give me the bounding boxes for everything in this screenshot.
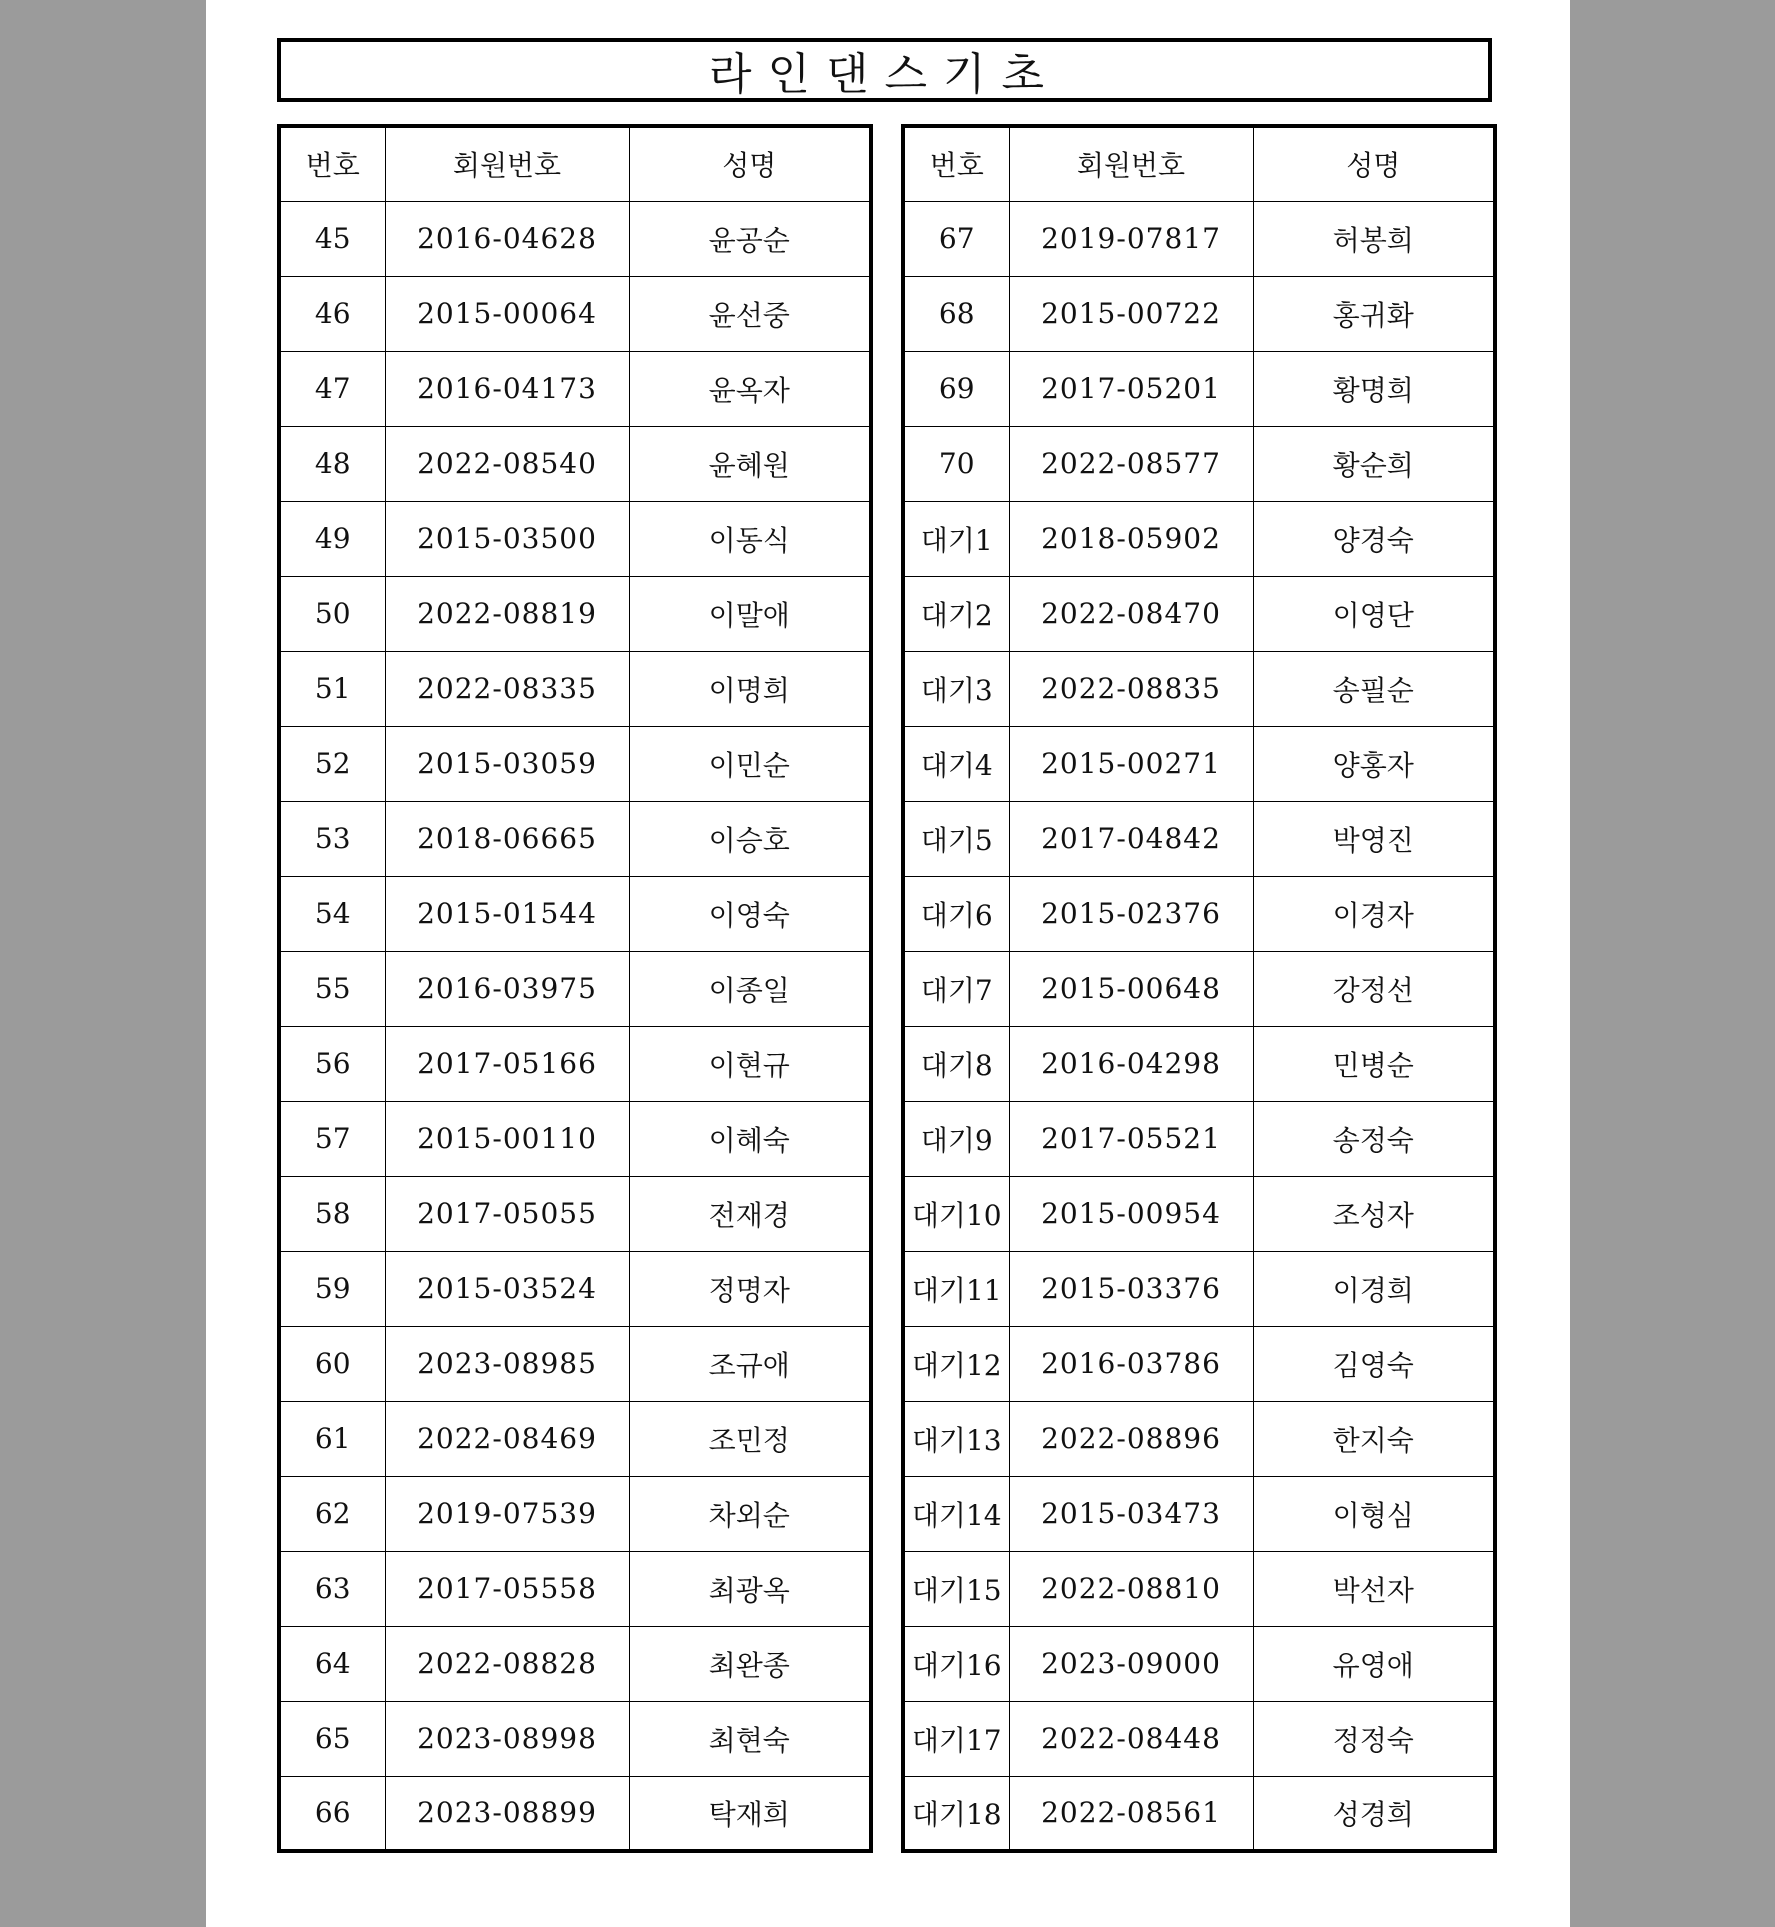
table-row	[903, 276, 1495, 351]
cell-no: 45	[279, 201, 385, 276]
cell-no: 56	[279, 1026, 385, 1101]
cell-member-no: 2016-04628	[385, 201, 629, 276]
cell-name: 이영숙	[629, 876, 871, 951]
cell-no: 대기13	[903, 1401, 1009, 1476]
cell-no: 62	[279, 1476, 385, 1551]
header-name: 성명	[1253, 126, 1495, 201]
table-row	[903, 951, 1495, 1026]
cell-name: 황순희	[1253, 426, 1495, 501]
header-row	[903, 126, 1495, 201]
cell-no: 59	[279, 1251, 385, 1326]
cell-name: 이종일	[629, 951, 871, 1026]
cell-no: 대기17	[903, 1701, 1009, 1776]
cell-member-no: 2022-08810	[1009, 1551, 1253, 1626]
cell-no: 64	[279, 1626, 385, 1701]
cell-no: 대기8	[903, 1026, 1009, 1101]
cell-member-no: 2022-08335	[385, 651, 629, 726]
table-row	[279, 876, 871, 951]
roster-table-left	[277, 124, 873, 1853]
table-row	[903, 1326, 1495, 1401]
cell-member-no: 2023-08985	[385, 1326, 629, 1401]
cell-name: 이동식	[629, 501, 871, 576]
cell-no: 대기9	[903, 1101, 1009, 1176]
cell-no: 대기15	[903, 1551, 1009, 1626]
cell-name: 박선자	[1253, 1551, 1495, 1626]
cell-name: 송필순	[1253, 651, 1495, 726]
table-row	[903, 426, 1495, 501]
cell-member-no: 2015-03473	[1009, 1476, 1253, 1551]
cell-name: 박영진	[1253, 801, 1495, 876]
cell-no: 대기16	[903, 1626, 1009, 1701]
cell-name: 조민정	[629, 1401, 871, 1476]
cell-no: 대기7	[903, 951, 1009, 1026]
cell-no: 55	[279, 951, 385, 1026]
cell-member-no: 2016-04173	[385, 351, 629, 426]
cell-member-no: 2018-06665	[385, 801, 629, 876]
table-row	[903, 1251, 1495, 1326]
cell-no: 대기18	[903, 1776, 1009, 1851]
table-row	[903, 576, 1495, 651]
cell-name: 성경희	[1253, 1776, 1495, 1851]
table-row	[903, 351, 1495, 426]
cell-no: 대기12	[903, 1326, 1009, 1401]
table-row	[279, 1251, 871, 1326]
table-row	[903, 501, 1495, 576]
cell-member-no: 2015-03500	[385, 501, 629, 576]
cell-member-no: 2022-08470	[1009, 576, 1253, 651]
cell-name: 윤혜원	[629, 426, 871, 501]
cell-no: 58	[279, 1176, 385, 1251]
cell-member-no: 2015-00722	[1009, 276, 1253, 351]
table-row	[279, 1701, 871, 1776]
cell-member-no: 2019-07539	[385, 1476, 629, 1551]
table-row	[903, 651, 1495, 726]
cell-member-no: 2023-09000	[1009, 1626, 1253, 1701]
cell-member-no: 2017-05055	[385, 1176, 629, 1251]
table-row	[279, 576, 871, 651]
cell-member-no: 2022-08448	[1009, 1701, 1253, 1776]
header-member-no: 회원번호	[385, 126, 629, 201]
cell-no: 66	[279, 1776, 385, 1851]
cell-member-no: 2015-00648	[1009, 951, 1253, 1026]
table-row	[279, 501, 871, 576]
cell-member-no: 2019-07817	[1009, 201, 1253, 276]
cell-member-no: 2017-05558	[385, 1551, 629, 1626]
table-row	[279, 276, 871, 351]
table-row	[279, 1176, 871, 1251]
cell-name: 최완종	[629, 1626, 871, 1701]
cell-name: 이말애	[629, 576, 871, 651]
table-row	[279, 1401, 871, 1476]
cell-member-no: 2022-08896	[1009, 1401, 1253, 1476]
cell-no: 63	[279, 1551, 385, 1626]
cell-member-no: 2022-08819	[385, 576, 629, 651]
cell-name: 탁재희	[629, 1776, 871, 1851]
cell-name: 민병순	[1253, 1026, 1495, 1101]
table-row	[903, 1176, 1495, 1251]
cell-name: 정명자	[629, 1251, 871, 1326]
cell-no: 60	[279, 1326, 385, 1401]
cell-name: 유영애	[1253, 1626, 1495, 1701]
cell-member-no: 2015-00271	[1009, 726, 1253, 801]
cell-member-no: 2022-08540	[385, 426, 629, 501]
cell-name: 최광옥	[629, 1551, 871, 1626]
page-title: 라인댄스기초	[277, 38, 1492, 102]
cell-no: 67	[903, 201, 1009, 276]
table-row	[279, 201, 871, 276]
cell-no: 대기4	[903, 726, 1009, 801]
cell-member-no: 2016-03786	[1009, 1326, 1253, 1401]
document-page	[206, 0, 1570, 1927]
cell-name: 한지숙	[1253, 1401, 1495, 1476]
cell-name: 강정선	[1253, 951, 1495, 1026]
table-row	[903, 1026, 1495, 1101]
cell-name: 윤공순	[629, 201, 871, 276]
header-member-no: 회원번호	[1009, 126, 1253, 201]
cell-name: 황명희	[1253, 351, 1495, 426]
table-row	[903, 201, 1495, 276]
table-row	[903, 1101, 1495, 1176]
table-row	[279, 1476, 871, 1551]
table-row	[279, 1776, 871, 1851]
cell-member-no: 2017-05201	[1009, 351, 1253, 426]
cell-name: 이형심	[1253, 1476, 1495, 1551]
cell-name: 차외순	[629, 1476, 871, 1551]
cell-name: 윤옥자	[629, 351, 871, 426]
cell-no: 69	[903, 351, 1009, 426]
cell-name: 양홍자	[1253, 726, 1495, 801]
table-row	[903, 1551, 1495, 1626]
cell-no: 대기5	[903, 801, 1009, 876]
table-row	[903, 801, 1495, 876]
table-row	[903, 1401, 1495, 1476]
cell-member-no: 2017-05521	[1009, 1101, 1253, 1176]
table-row	[903, 1701, 1495, 1776]
cell-no: 48	[279, 426, 385, 501]
cell-name: 이경자	[1253, 876, 1495, 951]
cell-name: 김영숙	[1253, 1326, 1495, 1401]
cell-member-no: 2015-02376	[1009, 876, 1253, 951]
cell-name: 최현숙	[629, 1701, 871, 1776]
cell-no: 대기6	[903, 876, 1009, 951]
cell-no: 대기14	[903, 1476, 1009, 1551]
table-row	[279, 1326, 871, 1401]
cell-no: 46	[279, 276, 385, 351]
cell-member-no: 2023-08998	[385, 1701, 629, 1776]
cell-no: 68	[903, 276, 1009, 351]
cell-member-no: 2022-08469	[385, 1401, 629, 1476]
table-row	[903, 1626, 1495, 1701]
table-row	[903, 1776, 1495, 1851]
table-row	[279, 426, 871, 501]
cell-name: 조규애	[629, 1326, 871, 1401]
cell-member-no: 2022-08828	[385, 1626, 629, 1701]
header-name: 성명	[629, 126, 871, 201]
cell-no: 57	[279, 1101, 385, 1176]
table-row	[279, 1101, 871, 1176]
cell-name: 이승호	[629, 801, 871, 876]
table-row	[279, 1551, 871, 1626]
cell-name: 윤선중	[629, 276, 871, 351]
table-row	[279, 1026, 871, 1101]
cell-member-no: 2017-04842	[1009, 801, 1253, 876]
cell-member-no: 2016-03975	[385, 951, 629, 1026]
table-row	[279, 651, 871, 726]
cell-member-no: 2016-04298	[1009, 1026, 1253, 1101]
cell-name: 송정숙	[1253, 1101, 1495, 1176]
cell-member-no: 2015-00064	[385, 276, 629, 351]
cell-no: 70	[903, 426, 1009, 501]
cell-no: 65	[279, 1701, 385, 1776]
table-row	[903, 726, 1495, 801]
cell-member-no: 2015-00954	[1009, 1176, 1253, 1251]
table-row	[279, 726, 871, 801]
cell-no: 대기2	[903, 576, 1009, 651]
cell-name: 양경숙	[1253, 501, 1495, 576]
cell-member-no: 2023-08899	[385, 1776, 629, 1851]
cell-no: 대기1	[903, 501, 1009, 576]
table-row	[279, 951, 871, 1026]
cell-no: 52	[279, 726, 385, 801]
cell-member-no: 2015-03059	[385, 726, 629, 801]
table-row	[903, 1476, 1495, 1551]
cell-member-no: 2015-03524	[385, 1251, 629, 1326]
cell-member-no: 2017-05166	[385, 1026, 629, 1101]
cell-no: 47	[279, 351, 385, 426]
cell-member-no: 2022-08561	[1009, 1776, 1253, 1851]
cell-name: 전재경	[629, 1176, 871, 1251]
cell-member-no: 2015-01544	[385, 876, 629, 951]
table-row	[279, 351, 871, 426]
cell-name: 정정숙	[1253, 1701, 1495, 1776]
cell-name: 이경희	[1253, 1251, 1495, 1326]
cell-member-no: 2018-05902	[1009, 501, 1253, 576]
table-row	[903, 876, 1495, 951]
cell-no: 54	[279, 876, 385, 951]
header-row	[279, 126, 871, 201]
cell-name: 이영단	[1253, 576, 1495, 651]
cell-no: 대기3	[903, 651, 1009, 726]
cell-no: 50	[279, 576, 385, 651]
cell-no: 49	[279, 501, 385, 576]
cell-no: 61	[279, 1401, 385, 1476]
cell-member-no: 2022-08835	[1009, 651, 1253, 726]
header-no: 번호	[279, 126, 385, 201]
cell-name: 허봉희	[1253, 201, 1495, 276]
cell-name: 조성자	[1253, 1176, 1495, 1251]
cell-name: 이혜숙	[629, 1101, 871, 1176]
cell-member-no: 2022-08577	[1009, 426, 1253, 501]
cell-member-no: 2015-00110	[385, 1101, 629, 1176]
cell-name: 이민순	[629, 726, 871, 801]
cell-name: 이명희	[629, 651, 871, 726]
table-row	[279, 1626, 871, 1701]
cell-no: 53	[279, 801, 385, 876]
cell-member-no: 2015-03376	[1009, 1251, 1253, 1326]
roster-table-right	[901, 124, 1497, 1853]
cell-no: 51	[279, 651, 385, 726]
cell-no: 대기11	[903, 1251, 1009, 1326]
header-no: 번호	[903, 126, 1009, 201]
cell-no: 대기10	[903, 1176, 1009, 1251]
cell-name: 홍귀화	[1253, 276, 1495, 351]
table-row	[279, 801, 871, 876]
cell-name: 이현규	[629, 1026, 871, 1101]
